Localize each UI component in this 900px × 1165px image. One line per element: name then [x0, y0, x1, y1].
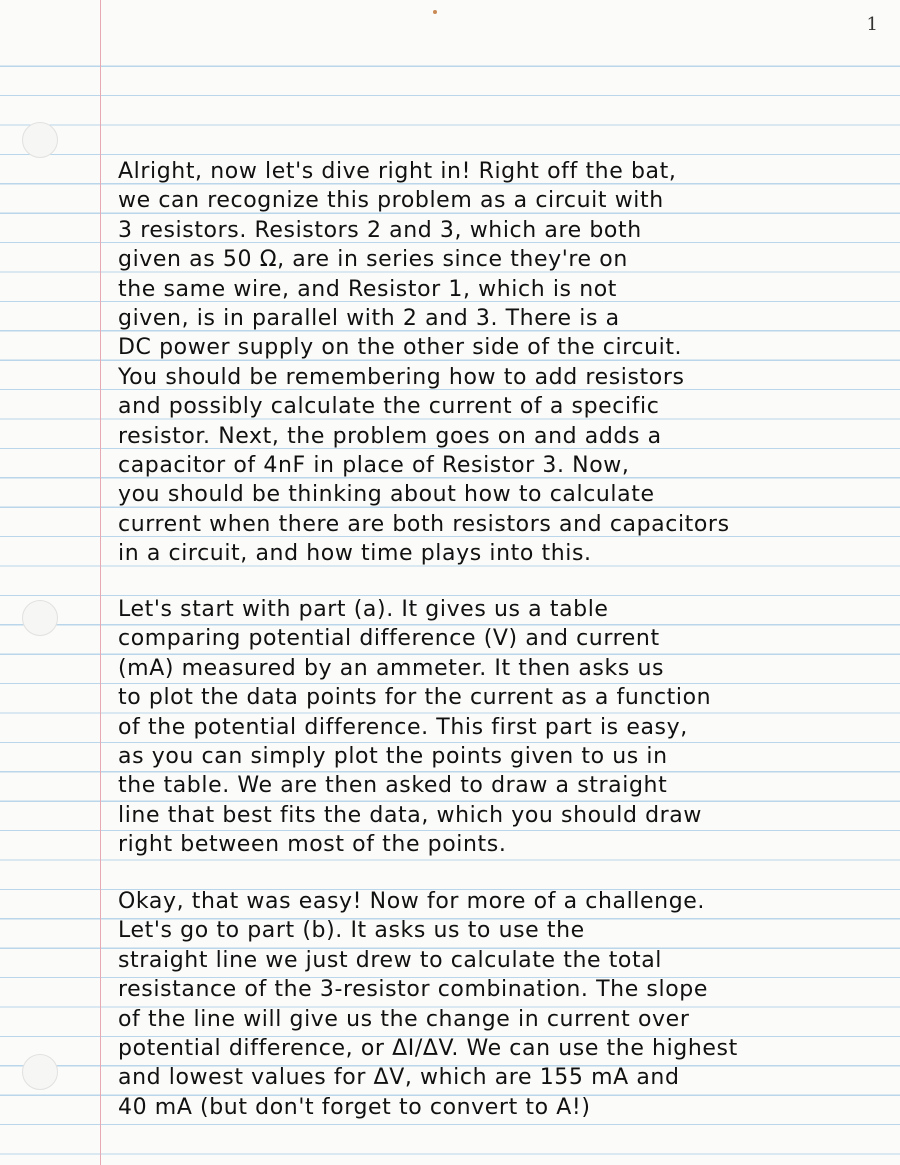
text-line: right between most of the points.	[118, 832, 507, 858]
text-line: current when there are both resistors and capacitors	[118, 511, 730, 537]
text-line: Let's go to part (b). It asks us to use the	[118, 918, 585, 944]
text-line: comparing potential difference (V) and current	[118, 626, 660, 652]
text-line: DC power supply on the other side of the circuit.	[118, 335, 683, 361]
text-line: You should be remembering how to add resistors	[118, 364, 685, 390]
paragraph-circuit-intro	[118, 157, 863, 568]
text-line: 3 resistors. Resistors 2 and 3, which are both	[118, 217, 642, 243]
text-line: (mA) measured by an ammeter. It then asks us	[118, 655, 665, 681]
text-line: Okay, that was easy! Now for more of a challenge.	[118, 889, 705, 914]
punch-hole	[22, 122, 58, 158]
ink-dot	[433, 10, 437, 14]
text-line: we can recognize this problem as a circuit with	[118, 188, 664, 214]
paragraph-part-b	[118, 887, 863, 1122]
text-line: to plot the data points for the current as a function	[118, 685, 712, 711]
text-line: line that best fits the data, which you should draw	[118, 802, 702, 828]
punch-hole	[22, 1054, 58, 1090]
text-line: resistance of the 3-resistor combination. The slope	[118, 977, 708, 1003]
text-line: Alright, now let's dive right in! Right off the bat,	[118, 159, 677, 184]
text-line: given as 50 Ω, are in series since they're on	[118, 247, 628, 273]
text-line: of the line will give us the change in current over	[118, 1006, 690, 1032]
text-line: and possibly calculate the current of a specific	[118, 394, 660, 420]
text-line: you should be thinking about how to calculate	[118, 482, 655, 508]
text-line: potential difference, or ΔI/ΔV. We can use the highest	[118, 1035, 738, 1061]
page-number: 1	[866, 14, 878, 35]
text-line: capacitor of 4nF in place of Resistor 3. Now,	[118, 452, 630, 478]
text-line: as you can simply plot the points given to us in	[118, 743, 668, 769]
margin-rule	[100, 0, 101, 1165]
text-line: straight line we just drew to calculate the total	[118, 947, 663, 973]
text-line: the table. We are then asked to draw a straight	[118, 773, 668, 799]
text-line: of the potential difference. This first part is easy,	[118, 714, 688, 740]
text-line: in a circuit, and how time plays into this.	[118, 541, 592, 567]
text-line: resistor. Next, the problem goes on and adds a	[118, 423, 662, 449]
paragraph-part-a	[118, 595, 863, 860]
text-line: Let's start with part (a). It gives us a table	[118, 597, 609, 622]
text-line: the same wire, and Resistor 1, which is not	[118, 276, 618, 302]
text-line: given, is in parallel with 2 and 3. There is a	[118, 305, 620, 331]
page-top-margin	[0, 0, 900, 60]
text-line: and lowest values for ΔV, which are 155 mA and	[118, 1065, 680, 1091]
text-line: 40 mA (but don't forget to convert to A!)	[118, 1094, 591, 1120]
punch-hole	[22, 600, 58, 636]
